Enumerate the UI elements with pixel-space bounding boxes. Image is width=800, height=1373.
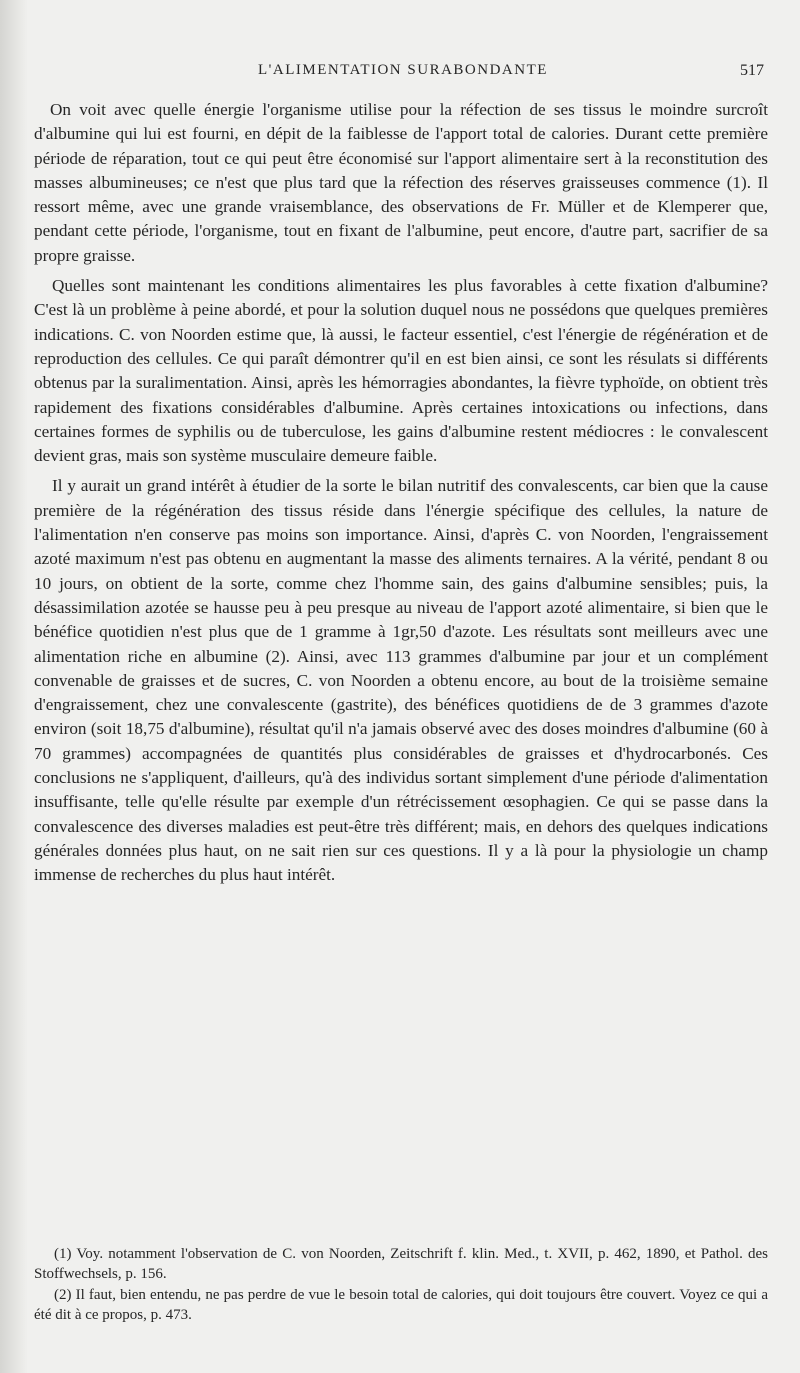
footnote: (1) Voy. notamment l'observation de C. von Noorden, Zeitschrift f. klin. Med., t. XVII, p. 462, 1890, et Pathol. des Stoffwechsels, p. 156. — [34, 1246, 768, 1282]
paragraph: Il y aurait un grand intérêt à étudier de la sorte le bilan nutritif des convalescents, car bien que la cause première de la régénération des tissus réside dans l'énergie spécifique des cellules, la nature de l'alimentation n'en conserve pas moins son importance. Ainsi, d'après C. von Noorden, l'engraissement azoté maximum n'est pas obtenu en augmentant la masse des aliments ternaires. A la vérité, pendant 8 ou 10 jours, on obtient de la sorte, comme chez l'homme sain, des gains d'albumine sensibles; puis, la désassimilation azotée se hausse peu à peu presque au niveau de l'apport azoté alimentaire, si bien que le bénéfice quotidien n'est plus que de 1 gramme à 1gr,50 d'azote. Les résultats sont meilleurs avec une alimentation riche en albumine (2). Ainsi, avec 113 grammes d'albumine par jour et un complément convenable de graisses et de sucres, C. von Noorden a obtenu encore, au bout de la troisième semaine d'engraissement, chez une convalescente (gastrite), des bénéfices quotidiens de de 3 grammes d'azote environ (soit 18,75 d'albumine), résultat qu'il n'a jamais observé avec des doses moindres d'albumine (60 à 70 grammes) accompagnées de quantités plus considérables de graisses et d'hydrocarbonés. Ces conclusions ne s'appliquent, d'ailleurs, qu'à des individus sortant simplement d'une période d'alimentation insuffisante, telle qu'elle résulte par exemple d'un rétrécissement œsophagien. Ce qui se passe dans la convalescence des diverses maladies est peut-être très différent; mais, en dehors des quelques indications générales données plus haut, on ne sait rien sur ces questions. Il y a là pour la physiologie un champ immense de recherches du plus haut intérêt. — [34, 476, 768, 885]
main-text — [34, 98, 768, 888]
footnote: (2) Il faut, bien entendu, ne pas perdre de vue le besoin total de calories, qui doit toujours être couvert. Voyez ce qui a été dit à ce propos, p. 473. — [34, 1287, 768, 1323]
paragraph: On voit avec quelle énergie l'organisme utilise pour la réfection de ses tissus le moindre surcroît d'albumine qui lui est fourni, en dépit de la faiblesse de l'apport total de calories. Durant cette première période de réparation, tout ce qui peut être économisé sur l'apport alimentaire sert à la reconstitution des masses albumineuses; ce n'est que plus tard que la réfection des réserves graisseuses commence (1). Il ressort même, avec une grande vraisemblance, des observations de Fr. Müller et de Klemperer que, pendant cette période, l'organisme, tout en fixant de l'albumine, peut encore, d'autre part, sacrifier de sa propre graisse. — [34, 100, 768, 265]
paragraph: Quelles sont maintenant les conditions alimentaires les plus favorables à cette fixation d'albumine? C'est là un problème à peine abordé, et pour la solution duquel nous ne possédons que quelques premières indications. C. von Noorden estime que, là aussi, le facteur essentiel, c'est l'énergie de régénération et de reproduction des cellules. Ce qui paraît démontrer qu'il en est bien ainsi, ce sont les résulats si différents obtenus par la suralimentation. Ainsi, après les hémorragies abondantes, la fièvre typhoïde, on obtient très rapidement des fixations considérables d'albumine. Après certaines intoxications ou infections, dans certaines formes de syphilis ou de tuberculose, les gains d'albumine restent médiocres : le convalescent devient gras, mais son système musculaire demeure faible. — [34, 276, 768, 466]
page-number: 517 — [740, 62, 764, 79]
running-title: L'ALIMENTATION SURABONDANTE — [258, 62, 548, 78]
footnotes — [34, 1245, 768, 1325]
page-header — [30, 62, 770, 84]
scan-shadow — [0, 0, 28, 1373]
